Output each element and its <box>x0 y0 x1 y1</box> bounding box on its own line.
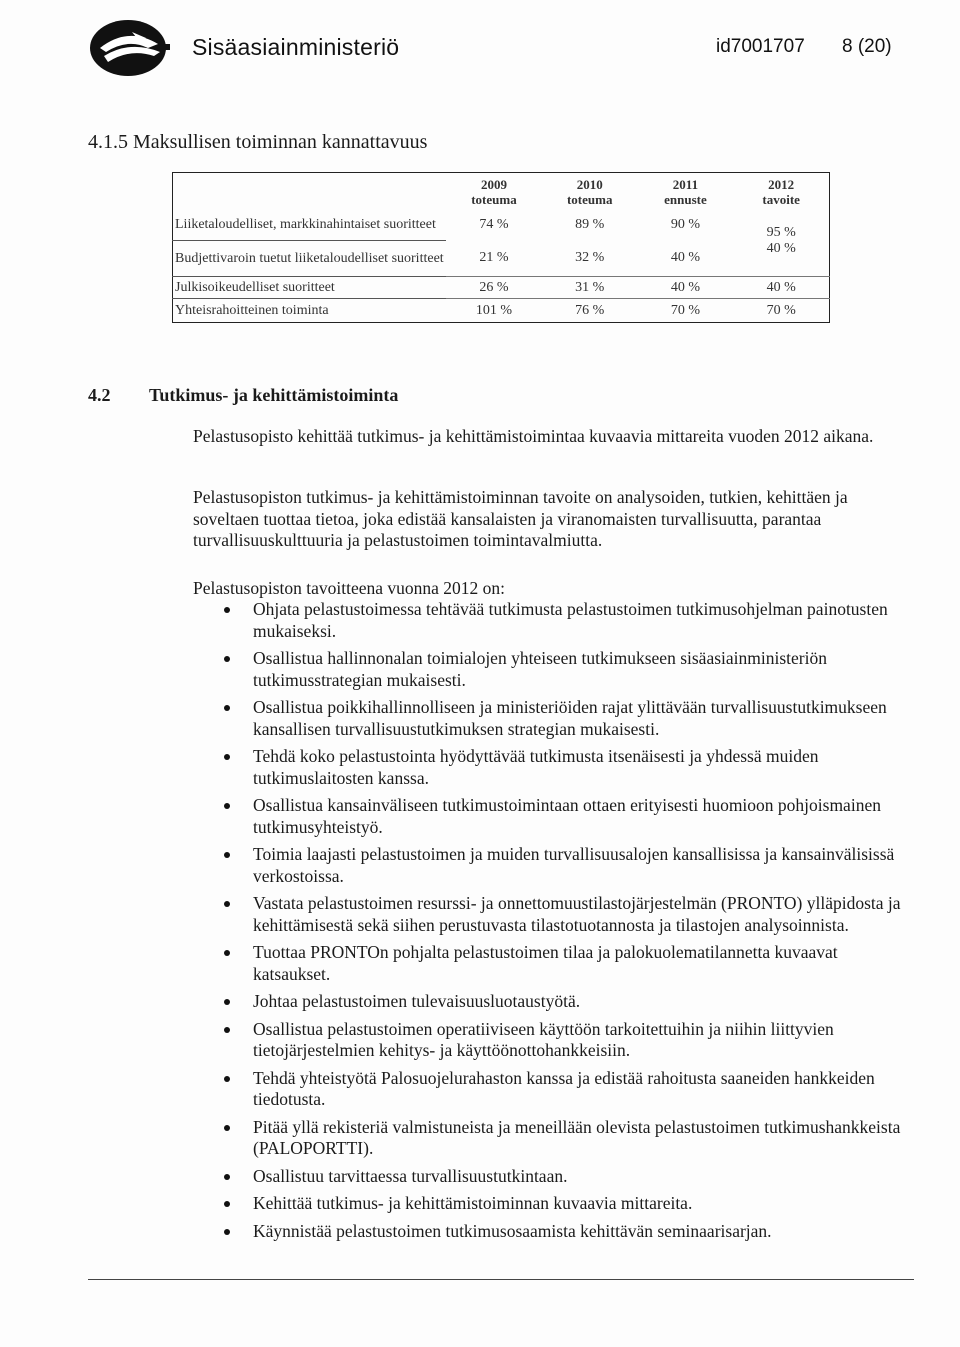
paragraph-goal: Pelastusopiston tutkimus- ja kehittämistoiminnan tavoite on analysoiden, tutkien, kehittäen ja soveltaen tuottaa tietoa, joka edistää kansalaisten ja viranomaisten turvallisuutta, parantaa turvallisuuskulttuuria ja pelastustoimen toimintavalmiutta. <box>193 487 848 550</box>
paragraph-intro: Pelastusopisto kehittää tutkimus- ja kehittämistoimintaa kuvaavia mittareita vuoden 2012 aikana. <box>193 426 874 446</box>
table-cell: 31 % <box>542 277 638 299</box>
list-item <box>193 1166 905 1188</box>
section-heading-4-1-5: 4.1.5 Maksullisen toiminnan kannattavuus <box>88 131 428 153</box>
row-label: Julkisoikeudelliset suoritteet <box>173 277 447 299</box>
table-cell: 32 % <box>575 250 605 266</box>
list-item <box>193 795 905 838</box>
list-item-text: Ohjata pelastustoimessa tehtävää tutkimusta pelastustoimen tutkimusohjelman painotusten mukaiseksi. <box>253 599 888 641</box>
bullet-icon <box>224 1076 230 1082</box>
list-item <box>193 942 905 985</box>
footer-divider <box>88 1279 914 1280</box>
table-cell: 89 % <box>575 216 605 232</box>
list-item <box>193 1068 905 1111</box>
bullet-icon <box>224 1174 230 1180</box>
column-header <box>733 173 829 209</box>
list-item-text: Tehdä yhteistyötä Palosuojelurahaston kanssa ja edistää rahoitusta saaneiden hankkeiden tiedotusta. <box>253 1067 875 1109</box>
table-cell: 74 % <box>479 216 509 232</box>
table-cell: 101 % <box>446 299 542 323</box>
bullet-icon <box>224 1125 230 1131</box>
list-item-text: Osallistua poikkihallinnolliseen ja ministeriöiden rajat ylittävään turvallisuustutkimukseen kansallisen turvallisuustutkimuksen strategian mukaisesti. <box>253 697 887 739</box>
table-cell: 21 % <box>479 250 509 266</box>
document-id: id7001707 <box>716 36 805 57</box>
list-item <box>193 1019 905 1062</box>
list-item-text: Tehdä koko pelastustointa hyödyttävää tutkimusta itsenäisesti ja yhdessä muiden tutkimuslaitosten kanssa. <box>253 746 819 788</box>
table-row <box>173 241 830 277</box>
list-item-text: Toimia laajasti pelastustoimen ja muiden turvallisuusalojen kansallisissa ja kansainvälisissä verkostoissa. <box>253 844 895 886</box>
table-cell: 70 % <box>733 299 829 323</box>
list-item <box>193 1221 905 1243</box>
bullet-icon <box>224 607 230 613</box>
bullet-icon <box>224 999 230 1005</box>
table-cell: 76 % <box>542 299 638 323</box>
table-header-row <box>173 173 830 209</box>
column-kind: tavoite <box>762 192 800 207</box>
row-label: Liiketaloudelliset, markkinahintaiset suoritteet <box>175 216 436 232</box>
table-cell: 90 % <box>670 216 701 232</box>
column-kind: ennuste <box>664 192 707 207</box>
list-item-text: Vastata pelastustoimen resurssi- ja onnettomuustilastojärjestelmän (PRONTO) ylläpidosta ja kehittämisestä sekä siihen perustuvasta tilastotuotannosta ja tilastojen analysoinnista. <box>253 893 901 935</box>
targets-list <box>193 599 905 1248</box>
list-item <box>193 1117 905 1160</box>
column-header <box>446 173 542 209</box>
list-item-text: Pitää yllä rekisteriä valmistuneista ja meneillään olevista pelastustoimen tutkimushankkeista (PALOPORTTI). <box>253 1116 901 1158</box>
bullet-icon <box>224 656 230 662</box>
column-year: 2009 <box>480 177 507 192</box>
profitability-table <box>172 172 830 323</box>
list-item <box>193 844 905 887</box>
bullet-icon <box>224 1201 230 1207</box>
list-item-text: Osallistua pelastustoimen operatiiviseen käyttöön tarkoitettuihin ja niihin liittyvien tietojärjestelmien kehitys- ja käyttöönottohankkeisiin. <box>253 1018 834 1060</box>
column-header <box>638 173 734 209</box>
list-item <box>193 991 905 1013</box>
bullet-icon <box>224 754 230 760</box>
bullet-icon <box>224 852 230 858</box>
bullet-icon <box>224 1229 230 1235</box>
section-number-4-2: 4.2 <box>88 385 111 405</box>
list-item-text: Johtaa pelastustoimen tulevaisuusluotaustyötä. <box>253 991 581 1011</box>
table-cell: 70 % <box>638 299 734 323</box>
table-cell: 40 % <box>733 277 829 299</box>
table-cell: 40 % <box>638 277 734 299</box>
list-item-text: Käynnistää pelastustoimen tutkimusosaamista kehittävän seminaarisarjan. <box>253 1220 772 1241</box>
column-year: 2012 <box>768 177 795 192</box>
row-label: Yhteisrahoitteinen toiminta <box>173 299 447 323</box>
table-row <box>173 299 830 323</box>
page-number: 8 (20) <box>842 36 892 57</box>
list-item-text: Osallistuu tarvittaessa turvallisuustutkintaan. <box>253 1165 568 1186</box>
row-label: Budjettivaroin tuetut liiketaloudelliset suoritteet <box>173 241 447 277</box>
bullet-icon <box>224 705 230 711</box>
list-item <box>193 697 905 740</box>
bullet-icon <box>224 901 230 907</box>
list-item <box>193 599 905 642</box>
section-heading-4-2: Tutkimus- ja kehittämistoiminta <box>149 385 399 405</box>
column-kind: toteuma <box>566 192 613 207</box>
table-corner-cell <box>173 173 447 209</box>
column-year: 2011 <box>672 177 699 192</box>
table-cell: 40 % <box>766 240 796 256</box>
list-item-text: Kehittää tutkimus- ja kehittämistoiminnan kuvaavia mittareita. <box>253 1193 693 1213</box>
paragraph-targets-lead: Pelastusopiston tavoitteena vuonna 2012 on: <box>193 578 506 598</box>
bullet-icon <box>224 1027 230 1033</box>
table-cell: 40 % <box>670 250 701 266</box>
table-row <box>173 209 830 241</box>
table-cell: 26 % <box>446 277 542 299</box>
ministry-lion-logo <box>88 18 172 78</box>
ministry-name: Sisäasiainministeriö <box>192 34 400 60</box>
list-item-text: Osallistua hallinnonalan toimialojen yhteiseen tutkimukseen sisäasiainministeriön tutkimusstrategian mukaisesti. <box>253 648 827 690</box>
list-item <box>193 893 905 936</box>
list-item <box>193 648 905 691</box>
column-header <box>542 173 638 209</box>
list-item <box>193 746 905 789</box>
column-year: 2010 <box>576 177 603 192</box>
bullet-icon <box>224 803 230 809</box>
list-item <box>193 1193 905 1215</box>
column-kind: toteuma <box>471 192 517 207</box>
table-cell: 95 % <box>766 224 796 240</box>
table-row <box>173 277 830 299</box>
list-item-text: Osallistua kansainväliseen tutkimustoimintaan ottaen erityisesti huomioon pohjoismainen tutkimusyhteistyö. <box>253 795 881 837</box>
page-header <box>88 18 918 78</box>
bullet-icon <box>224 950 230 956</box>
list-item-text: Tuottaa PRONTOn pohjalta pelastustoimen tilaa ja palokuolematilannetta kuvaavat katsaukset. <box>253 942 838 984</box>
